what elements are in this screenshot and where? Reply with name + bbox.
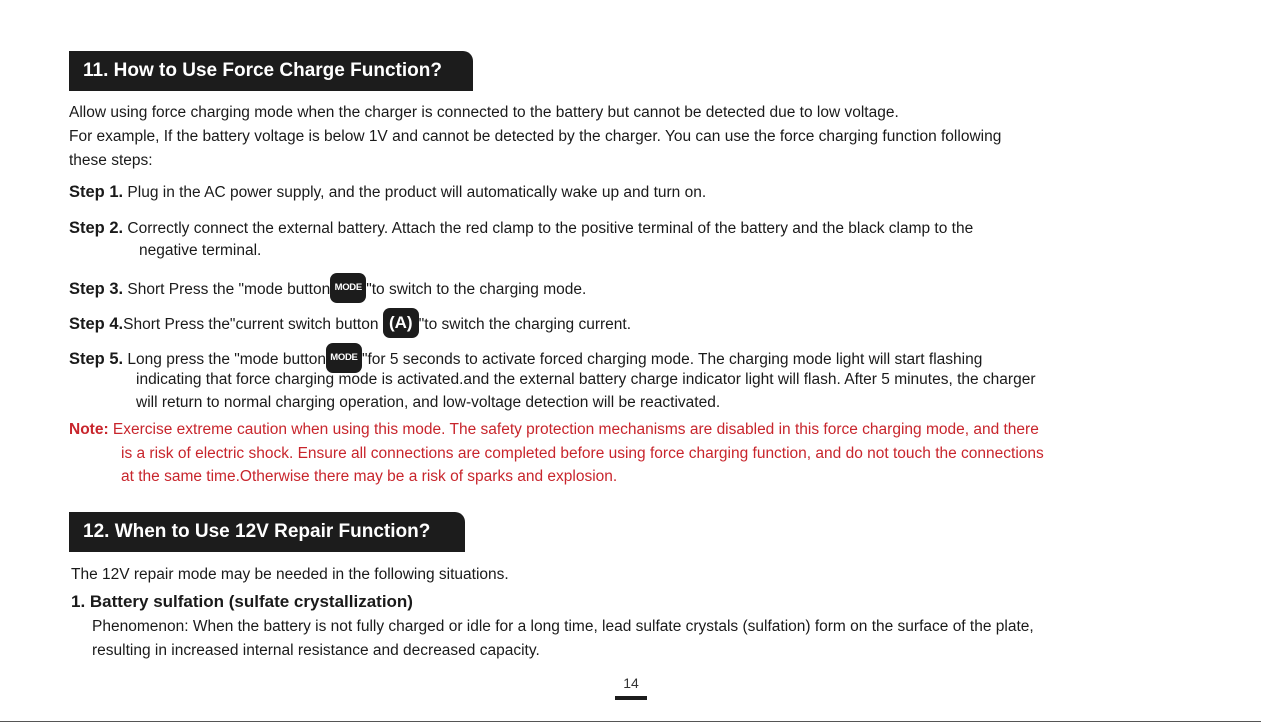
- step-3-text-before: Short Press the "mode button: [127, 281, 331, 299]
- mode-button-icon: MODE: [326, 343, 362, 373]
- step-3-text-after: "to switch to the charging mode.: [366, 281, 587, 299]
- step-3: [69, 275, 586, 305]
- section-12-intro: The 12V repair mode may be needed in the following situations.: [71, 566, 509, 583]
- step-2-text-line-2: negative terminal.: [139, 242, 262, 259]
- intro-line-2: For example, If the battery voltage is below 1V and cannot be detected by the charger. You can use the force charging function following: [69, 128, 1002, 145]
- step-1: [69, 181, 706, 204]
- step-4-label: Step 4.: [69, 315, 124, 334]
- item-1-text-line-2: resulting in increased internal resistance and decreased capacity.: [92, 642, 540, 659]
- step-5-text-line-3: will return to normal charging operation, and low-voltage detection will be reactivated.: [136, 394, 721, 411]
- step-4-text-after: "to switch the charging current.: [418, 316, 632, 334]
- section-11-heading: 11. How to Use Force Charge Function?: [69, 51, 473, 91]
- step-5-label: Step 5.: [69, 350, 124, 369]
- step-5-text-before: Long press the "mode button: [127, 351, 326, 369]
- step-5-text-line-2: indicating that force charging mode is activated.and the external battery charge indicator light will flash. After 5 minutes, the charger: [136, 371, 1036, 388]
- current-switch-icon: (A): [383, 308, 419, 338]
- step-5-text-after: "for 5 seconds to activate forced charging mode. The charging mode light will start flashing: [361, 351, 983, 369]
- bottom-rule: [0, 721, 1261, 722]
- step-4: [69, 310, 631, 340]
- section-12-heading: 12. When to Use 12V Repair Function?: [69, 512, 465, 552]
- mode-button-icon: MODE: [330, 273, 366, 303]
- item-1-title: 1. Battery sulfation (sulfate crystallization): [71, 592, 413, 611]
- note-text-line-2: is a risk of electric shock. Ensure all connections are completed before using force charging function, and do not touch the connections: [121, 445, 1044, 462]
- step-1-label: Step 1.: [69, 183, 124, 201]
- page-number: 14: [623, 675, 639, 691]
- note-text-line-1: Exercise extreme caution when using this mode. The safety protection mechanisms are disabled in this force charging mode, and there: [112, 421, 1039, 438]
- step-3-label: Step 3.: [69, 280, 124, 299]
- note-text-line-3: at the same time.Otherwise there may be a risk of sparks and explosion.: [121, 468, 618, 485]
- intro-line-1: Allow using force charging mode when the charger is connected to the battery but cannot be detected due to low voltage.: [69, 104, 899, 121]
- step-2-label: Step 2.: [69, 219, 124, 237]
- item-1-text-line-1: Phenomenon: When the battery is not fully charged or idle for a long time, lead sulfate crystals (sulfation) form on the surface of the plate,: [92, 618, 1034, 635]
- page-number-underline: [615, 696, 647, 700]
- note-label: Note:: [69, 421, 109, 438]
- step-4-text-before: Short Press the"current switch button: [123, 316, 379, 334]
- step-1-text: Plug in the AC power supply, and the product will automatically wake up and turn on.: [127, 184, 707, 201]
- intro-line-3: these steps:: [69, 152, 153, 169]
- step-2: [69, 217, 973, 240]
- step-2-text-line-1: Correctly connect the external battery. Attach the red clamp to the positive terminal of the battery and the black clamp to the: [127, 220, 974, 237]
- note: [69, 419, 1039, 441]
